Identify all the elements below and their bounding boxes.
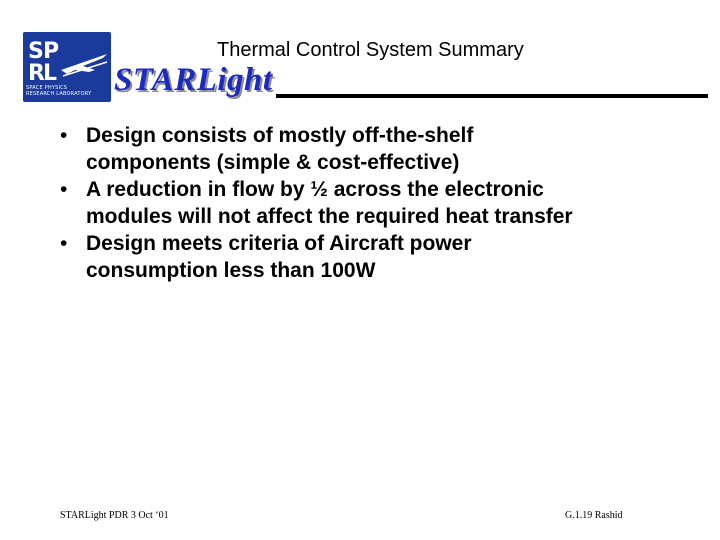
footer-right: G.1.19 Rashid xyxy=(565,510,623,521)
bullet-text-line2: consumption less than 100W xyxy=(86,259,376,282)
bullet-text-line2: components (simple & cost-effective) xyxy=(86,151,460,174)
bullet-text-line1: A reduction in flow by ½ across the electronic xyxy=(86,178,544,201)
bullet-text-line1: Design consists of mostly off-the-shelf xyxy=(86,124,474,147)
bullet-item xyxy=(60,230,700,284)
svg-text:R: R xyxy=(28,61,45,86)
bullet-list xyxy=(60,122,700,284)
logo-caption-line2: RESEARCH LABORATORY xyxy=(26,91,92,97)
svg-text:S: S xyxy=(28,39,44,64)
bullet-marker: • xyxy=(60,232,68,255)
sprl-logo xyxy=(23,32,111,102)
title-rule xyxy=(276,94,708,98)
logo-caption-line1: SPACE PHYSICS xyxy=(26,85,68,91)
svg-text:L: L xyxy=(43,61,58,86)
slide-title: Thermal Control System Summary xyxy=(217,39,524,61)
bullet-text-line2: modules will not affect the required heat transfer xyxy=(86,205,573,228)
bullet-item xyxy=(60,122,700,176)
footer-left: STARLight PDR 3 Oct ‘01 xyxy=(60,510,169,521)
bullet-text-line1: Design meets criteria of Aircraft power xyxy=(86,232,472,255)
logo-caption xyxy=(26,85,110,97)
brand-wordmark: STARLight xyxy=(114,62,273,98)
bullet-marker: • xyxy=(60,124,68,147)
bullet-marker: • xyxy=(60,178,68,201)
bullet-item xyxy=(60,176,700,230)
svg-text:P: P xyxy=(43,39,60,64)
